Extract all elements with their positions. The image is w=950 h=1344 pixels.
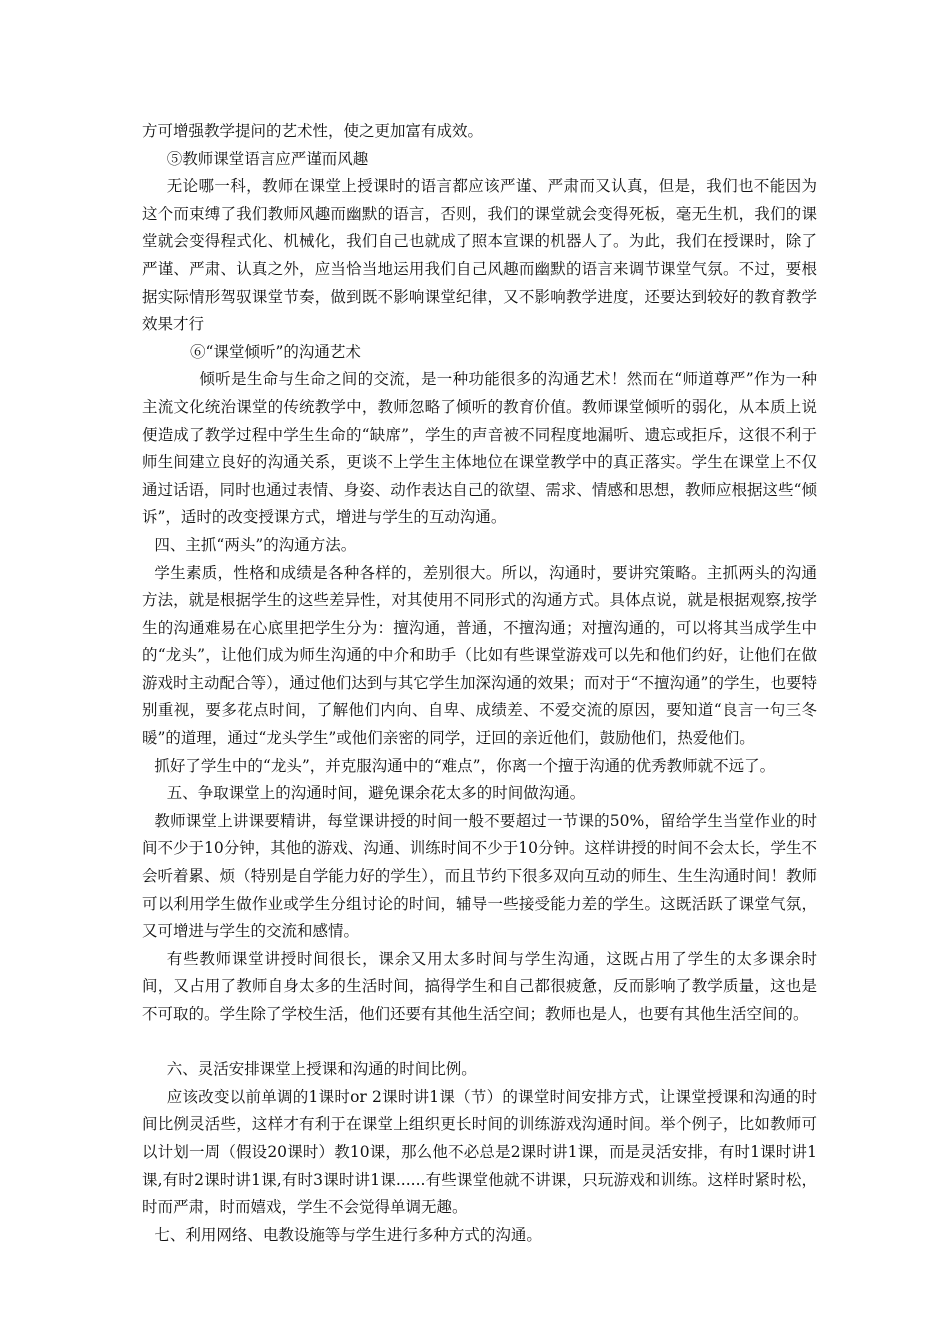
paragraph-time-ratio: 应该改变以前单调的1课时or 2课时讲1课（节）的课堂时间安排方式，让课堂授课和沟通的时间比例灵活些，这样才有利于在课堂上组织更长时间的训练游戏沟通时间。举个例子，比如教师可以计划一周（假设20课时）教10课，那么他不必总是2课时讲1课，而是灵活安排，有时1课时讲1课,有时2课时讲1课,有时3课时讲1课......有些课堂他就不讲课，只玩游戏和训练。这样时紧时松，时而严肃，时而嬉戏，学生不会觉得单调无趣。 <box>142 1087 817 1217</box>
paragraph-continuation: 方可增强教学提问的艺术性，使之更加富有成效。 <box>142 122 484 140</box>
paragraph-two-ends-method: 学生素质，性格和成绩是各种各样的，差别很大。所以，沟通时，要讲究策略。主抓两头的沟通方法，就是根据学生的这些差异性，对其使用不同形式的沟通方式。具体点说，就是根据观察,按学生的沟通难易在心底里把学生分为：擅沟通，普通，不擅沟通；对擅沟通的，可以将其当成学生中的“龙头”，让他们成为师生沟通的中介和助手（比如有些课堂游戏可以先和他们约好，让他们在做游戏时主动配合等），通过他们达到与其它学生加深沟通的效果；而对于“不擅沟通”的学生，也要特别重视，要多花点时间，了解他们内向、自卑、成绩差、不爱交流的原因，要知道“良言一句三冬暖”的道理，通过“龙头学生”或他们亲密的同学，迂回的亲近他们，鼓励他们，热爱他们。 <box>142 563 817 748</box>
heading-section-5: 五、争取课堂上的沟通时间，避免课余花太多的时间做沟通。 <box>166 784 586 803</box>
paragraph-classroom-language: 无论哪一科，教师在课堂上授课时的语言都应该严谨、严肃而又认真，但是，我们也不能因为这个而束缚了我们教师风趣而幽默的语言，否则，我们的课堂就会变得死板，毫无生机，我们的课堂就会变得程式化、机械化，我们自己也就成了照本宣课的机器人了。为此，我们在授课时，除了严谨、严肃、认真之外，应当恰当地运用我们自己风趣而幽默的语言来调节课堂气氛。不过，要根据实际情形驾驭课堂节奏，做到既不影响课堂纪律，又不影响教学进度，还要达到较好的教育教学效果才行 <box>142 177 817 334</box>
paragraph-class-time: 教师课堂上讲课要精讲，每堂课讲授的时间一般不要超过一节课的50%，留给学生当堂作业的时间不少于10分钟，其他的游戏、沟通、训练时间不少于10分钟。这样讲授的时间不会太长，学生不会听着累、烦（特别是自学能力好的学生），而且节约下很多双向互动的师生、生生沟通时间！教师可以利用学生做作业或学生分组讨论的时间，辅导一些接受能力差的学生。这既活跃了课堂气氛，又可增进与学生的交流和感情。 <box>142 811 817 941</box>
subheading-6-listening: ⑥“课堂倾听”的沟通艺术 <box>190 342 361 361</box>
paragraph-after-class-time: 有些教师课堂讲授时间很长，课余又用太多时间与学生沟通，这既占用了学生的太多课余时间，又占用了教师自身太多的生活时间，搞得学生和自己都很疲惫，反而影响了教学质量，这也是不可取的。学生除了学校生活，他们还要有其他生活空间；教师也是人，也要有其他生活空间的。 <box>142 949 817 1023</box>
heading-section-7: 七、利用网络、电教设施等与学生进行多种方式的沟通。 <box>154 1225 542 1244</box>
heading-section-4: 四、主抓“两头”的沟通方法。 <box>154 535 357 554</box>
paragraph-two-ends-summary: 抓好了学生中的“龙头”，并克服沟通中的“难点”，你离一个擅于沟通的优秀教师就不远了。 <box>154 756 776 775</box>
heading-section-6: 六、灵活安排课堂上授课和沟通的时间比例。 <box>166 1060 477 1079</box>
subheading-5-classroom-language: ⑤教师课堂语言应严谨而风趣 <box>166 149 369 168</box>
blank-line <box>142 1029 817 1057</box>
paragraph-listening: 倾听是生命与生命之间的交流，是一种功能很多的沟通艺术！然而在“师道尊严”作为一种主流文化统治课堂的传统教学中，教师忽略了倾听的教育价值。教师课堂倾听的弱化，从本质上说便造成了教学过程中学生生命的“缺席”，学生的声音被不同程度地漏听、遗忘或拒斥，这很不利于师生间建立良好的沟通关系，更谈不上学生主体地位在课堂教学中的真正落实。学生在课堂上不仅通过话语，同时也通过表情、身姿、动作表达自己的欲望、需求、情感和思想，教师应根据这些“倾诉”，适时的改变授课方式，增进与学生的互动沟通。 <box>142 370 817 527</box>
